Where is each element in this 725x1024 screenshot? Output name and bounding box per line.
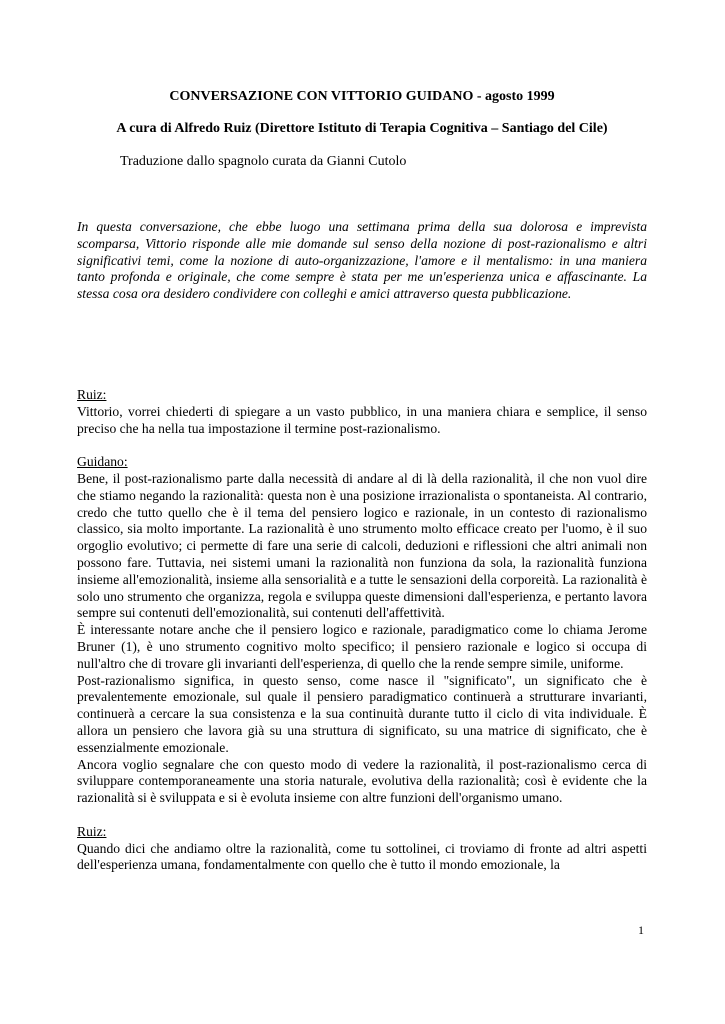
speaker-label: Ruiz: (77, 387, 107, 402)
intro-paragraph: In questa conversazione, che ebbe luogo una settimana prima della sua dolorosa e imprevista scomparsa, Vittorio risponde alle mie domande sul senso della nozione di post-razionalismo e altri significativi temi, come la nozione di auto-organizzazione, l'amore e il mentalismo: in una maniera tanto profonda e originale, che come sempre è stata per me un'esperienza unica e affascinante. La stessa cosa ora desidero condividere con colleghi e amici attraverso questa pubblicazione. (77, 219, 647, 302)
speaker-label: Guidano: (77, 454, 128, 470)
dialogue-turn-ruiz-2 (77, 824, 647, 874)
dialogue-paragraph: Post-razionalismo significa, in questo senso, come nasce il "significato", un significato che è prevalentemente emozionale, sul quale il pensiero paradigmatico continuerà a strutturare invarianti, continuerà a cercare la sua consistenza e la sua continuità durante tutto il ciclo di vita individuale. È allora un pensiero che lavora già su una struttura di significato, su una matrice di significato, che è essenzialmente emozionale. (77, 672, 647, 755)
dialogue-paragraph: È interessante notare anche che il pensiero logico e razionale, paradigmatico come lo chiama Jerome Bruner (1), è uno strumento cognitivo molto specifico; il pensiero razionale e logico si occupa di null'altro che di trovare gli invarianti dell'esperienza, di quello che la rende sempre simile, uniforme. (77, 622, 647, 671)
document-title: CONVERSAZIONE CON VITTORIO GUIDANO - agosto 1999 (169, 89, 555, 104)
speaker-label: Ruiz: (77, 823, 107, 839)
page-number: 1 (638, 923, 644, 937)
translation-note: Traduzione dallo spagnolo curata da Gianni Cutolo (120, 154, 407, 169)
dialogue (77, 387, 647, 891)
dialogue-turn-guidano-1 (77, 454, 647, 807)
dialogue-paragraph: Bene, il post-razionalismo parte dalla necessità di andare al di là della razionalità, il che non vuol dire che stiamo negando la razionalità: questa non è una posizione irrazionalista o spontaneista. Al contrario, credo che tutto quello che è il tema del pensiero logico e razionale, in un contesto di razionalismo classico, sia molto importante. La razionalità è uno strumento molto efficace creato per l'uomo, è il suo orgoglio evolutivo; ci permette di fare una serie di calcoli, deduzioni e riflessioni che altri animali non possono fare. Tuttavia, nei sistemi umani la razionalità non funziona da sola, la razionalità funziona insieme all'emozionalità, insieme alla sensorialità e a tutte le sensazioni della corporeità. La razionalità è solo uno strumento che organizza, regola e sviluppa queste dimensioni dall'esperienza, e pertanto lavora sempre sui contenuti dell'emozionalità, sui contenuti dell'affettività. (77, 470, 647, 621)
dialogue-turn-ruiz-1 (77, 387, 647, 437)
dialogue-paragraph: Ancora voglio segnalare che con questo modo di vedere la razionalità, il post-razionalismo cerca di sviluppare contemporaneamente una storia naturale, evolutiva della razionalità; così è evidente che la razionalità si è sviluppata e si è evoluta insieme con altre funzioni dell'organismo umano. (77, 756, 647, 806)
dialogue-paragraph: Vittorio, vorrei chiederti di spiegare a un vasto pubblico, in una maniera chiara e semplice, il senso preciso che ha nella tua impostazione il termine post-razionalismo. (77, 403, 647, 436)
dialogue-paragraph: Quando dici che andiamo oltre la razionalità, come tu sottolinei, ci troviamo di fronte ad altri aspetti dell'esperienza umana, fondamentalmente con quello che è tutto il mondo emozionale, la (77, 840, 647, 873)
curator-line: A cura di Alfredo Ruiz (Direttore Istituto di Terapia Cognitiva – Santiago del Cile) (116, 121, 608, 136)
